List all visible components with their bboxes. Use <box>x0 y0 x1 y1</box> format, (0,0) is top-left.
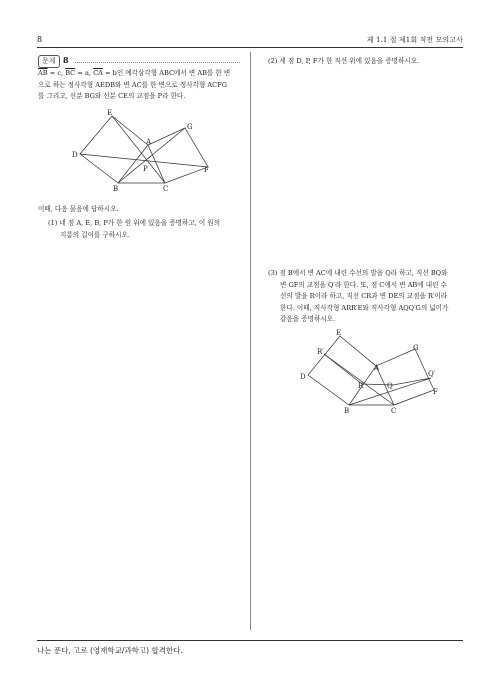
label-a: A <box>374 364 380 372</box>
intro-text: = b인 예각삼각형 ABC에서 변 AB를 한 변 <box>102 69 231 77</box>
page-number: 8 <box>37 35 43 44</box>
q3-line-5: 같음을 증명하시오. <box>280 315 336 323</box>
q1-line-2: 지름의 길이를 구하시오. <box>60 230 130 239</box>
footer-divider <box>37 640 463 641</box>
label-c: C <box>391 407 397 415</box>
intro-line-2: 으로 하는 정사각형 AEDB와 변 AC를 한 변으로 정사각형 ACFG <box>38 80 228 89</box>
square-aedb <box>80 116 148 183</box>
label-b: B <box>344 407 350 415</box>
column-divider <box>250 52 251 630</box>
label-a: A <box>146 138 152 146</box>
q3-line-2: 변 GF의 교점을 Q′라 한다. 또, 점 C에서 변 AB에 내린 수 <box>280 280 447 289</box>
segment-ab: $\overline{AB}$ <box>38 69 48 77</box>
segment-bc: $\overline{BC}$ <box>65 69 76 77</box>
label-r: R <box>358 382 364 390</box>
problem-label-box: 문제 <box>38 55 60 68</box>
figure-1-diagram <box>60 106 220 194</box>
label-q-prime: Q′ <box>428 370 436 378</box>
q3-line-3: 선의 발을 R이라 하고, 직선 CR과 변 DE의 교점을 R′이라 <box>280 292 448 300</box>
label-g: G <box>413 344 419 352</box>
page-header-title: 제 1.1 절 제1회 직전 모의고사 <box>366 36 463 44</box>
intro-text: = a, <box>75 69 94 77</box>
line-crr1 <box>324 354 394 405</box>
segment-r1r <box>324 354 362 384</box>
question-1 <box>48 218 248 241</box>
label-g: G <box>187 123 193 131</box>
footer-motto: 나는 푼다, 고로 (영재학교/과학고) 합격한다. <box>37 646 183 655</box>
label-e: E <box>107 109 113 117</box>
q3-line-4: 한다. 이때, 직사각형 ARR′E와 직사각형 AQQ′G의 넓이가 <box>280 303 449 312</box>
square-aedb <box>308 336 376 405</box>
q3-line-1: (3) 점 B에서 변 AC에 내린 수선의 발을 Q라 하고, 직선 BQ와 <box>268 269 448 277</box>
question-2: (2) 세 점 D, P, F가 한 직선 위에 있음을 증명하시오. <box>268 57 420 65</box>
header-divider <box>37 47 463 48</box>
question-3 <box>268 268 468 326</box>
problem-intro <box>38 68 248 103</box>
label-d: D <box>300 373 306 381</box>
intro-text: = c, <box>47 69 66 77</box>
label-b: B <box>113 185 119 193</box>
square-acfg <box>148 128 208 183</box>
label-q: Q <box>387 382 393 390</box>
intro-line-3: 를 그리고, 선분 BG와 선분 CE의 교점을 P라 한다. <box>38 92 186 100</box>
problem-number: 8 <box>63 55 69 65</box>
instruction-text: 이때, 다음 물음에 답하시오. <box>38 205 119 213</box>
label-r-prime: R′ <box>317 348 324 356</box>
problem-heading-line <box>75 62 240 63</box>
label-d: D <box>72 151 78 159</box>
segment-ca: $\overline{CA}$ <box>93 69 103 77</box>
figure-2-diagram <box>296 326 446 418</box>
segment-ce <box>112 116 165 183</box>
label-c: C <box>163 185 169 193</box>
label-e: E <box>336 329 342 337</box>
q1-line-1: (1) 네 점 A, E, B, P가 한 원 위에 있음을 증명하고, 이 원의 <box>48 219 221 227</box>
label-p: P <box>143 165 148 173</box>
label-f: F <box>433 388 438 396</box>
intro-line-1 <box>38 68 248 80</box>
square-acfg <box>376 349 434 405</box>
label-f: F <box>204 166 209 174</box>
